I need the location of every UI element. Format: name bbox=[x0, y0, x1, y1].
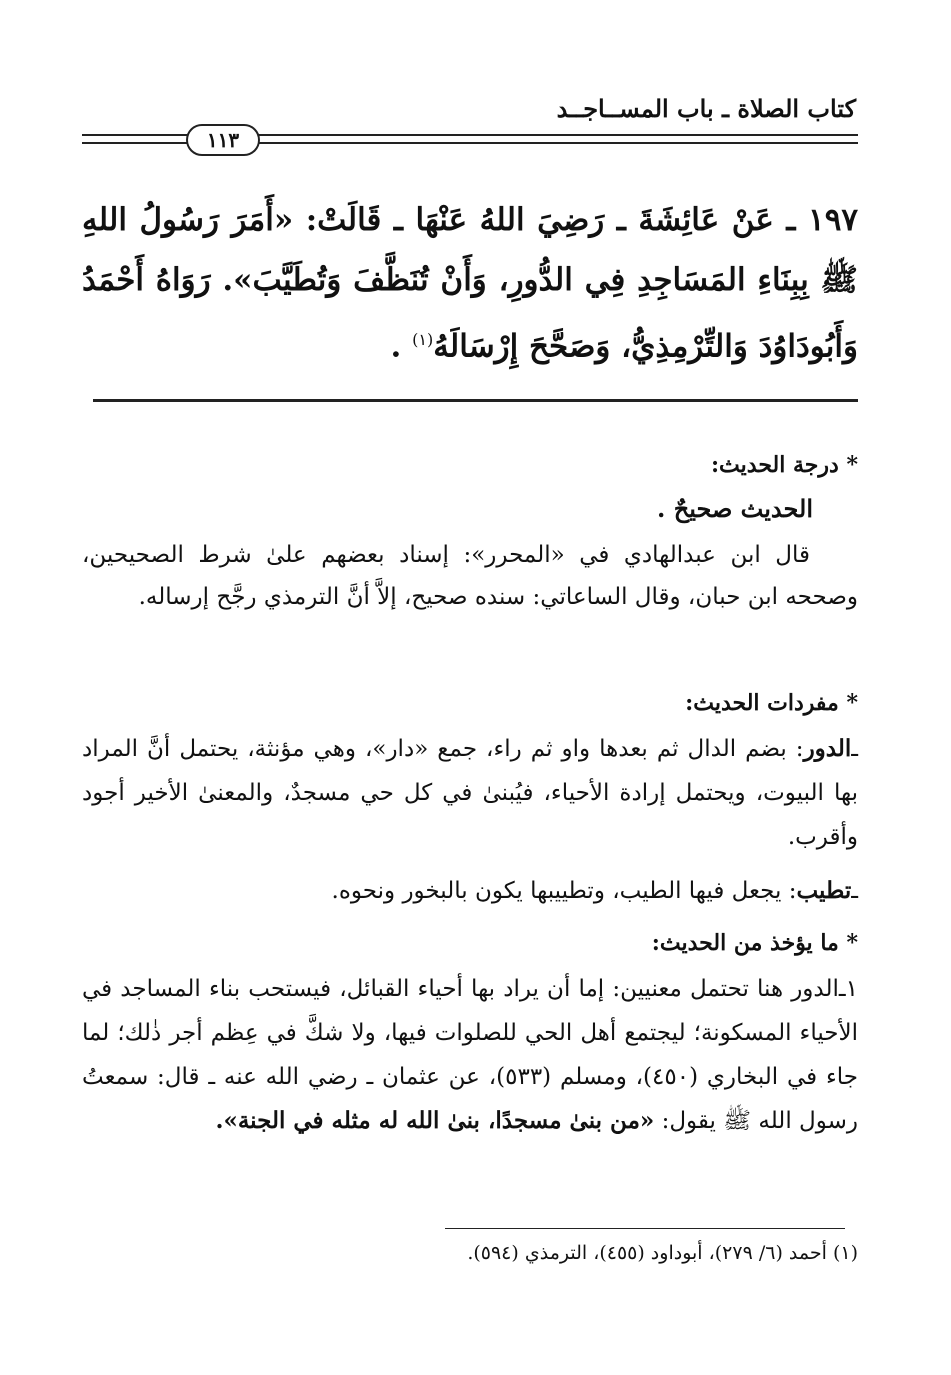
footnote-text: أحمد (٦/ ٢٧٩)، أبوداود (٤٥٥)، الترمذي (٥٩٤). bbox=[467, 1242, 827, 1264]
vocab-term: تطيب bbox=[796, 877, 852, 904]
header-double-rule-right bbox=[258, 134, 858, 144]
lesson-quote: «من بنىٰ مسجدًا، بنىٰ الله له مثله في الجنة». bbox=[215, 1107, 655, 1134]
vocab-heading: * مفردات الحديث: bbox=[685, 690, 858, 716]
section-divider bbox=[93, 399, 858, 402]
vocab-definition: : بضم الدال ثم بعدها واو ثم راء، جمع «دار»، وهي مؤنثة، يحتمل أنَّ المراد بها البيوت، ويحتمل إرادة الأحياء، فيُبنىٰ في كل حي مسجدٌ، والمعنىٰ الأخير أجود وأقرب. bbox=[82, 736, 858, 850]
header-double-rule-left bbox=[82, 134, 188, 144]
running-title: كتاب الصلاة ـ باب المســاجــد bbox=[556, 94, 856, 123]
list-marker: ١ـ bbox=[838, 976, 858, 1002]
grade-heading: * درجة الحديث: bbox=[710, 452, 858, 478]
lesson-item-1 bbox=[82, 967, 858, 1143]
vocab-item-dur bbox=[82, 727, 858, 859]
hadith-end: . bbox=[390, 328, 402, 365]
list-marker: ـ bbox=[851, 878, 858, 904]
lesson-text: الدور هنا تحتمل معنيين: إما أن يراد بها أحياء القبائل، فيستحب بناء المساجد في الأحياء المسكونة؛ ليجتمع أهل الحي للصلوات فيها، ولا شكَّ في عِظم أجر ذٰلك؛ لما جاء في البخاري (٤٥٠)، ومسلم (٥٣٣)، عن عثمان ـ رضي الله عنه ـ قال: سمعتُ رسول الله ﷺ يقول: bbox=[82, 976, 859, 1134]
hadith-text: ـ عَنْ عَائِشَةَ ـ رَضِيَ اللهُ عَنْهَا ـ قَالَتْ: «أَمَرَ رَسُولُ اللهِ ﷺ بِبِنَاءِ المَسَاجِدِ فِي الدُّورِ، وَأَنْ تُنَظَّفَ وَتُطَيَّبَ». رَوَاهُ أَحْمَدُ وَأَبُودَاوُدَ وَالتِّرْمِذِيُّ، وَصَحَّحَ إِرْسَالَهُ bbox=[82, 202, 858, 365]
vocab-definition: : يجعل فيها الطيب، وتطييبها يكون بالبخور ونحوه. bbox=[331, 878, 797, 904]
lessons-heading: * ما يؤخذ من الحديث: bbox=[651, 930, 858, 956]
grade-paragraph: قال ابن عبدالهادي في «المحرر»: إسناد بعضهم علىٰ شرط الصحيحين، وصححه ابن حبان، وقال الساعاتي: سنده صحيح، إلاَّ أنَّ الترمذي رجَّح إرساله. bbox=[82, 542, 858, 610]
vocab-term: الدور bbox=[803, 735, 852, 762]
footnote-reference[interactable]: (١) bbox=[412, 330, 434, 349]
list-marker: ـ bbox=[851, 736, 858, 762]
footnote-1 bbox=[467, 1242, 858, 1264]
vocab-item-tatyib bbox=[82, 869, 858, 913]
hadith-text-block bbox=[82, 190, 858, 376]
hadith-number: ١٩٧ bbox=[808, 202, 858, 238]
grade-verdict: الحديث صحيحٌ . bbox=[657, 494, 813, 523]
page-number: ١١٣ bbox=[186, 124, 260, 156]
footnote-marker: (١) bbox=[832, 1242, 858, 1264]
footnote-separator bbox=[445, 1228, 845, 1229]
